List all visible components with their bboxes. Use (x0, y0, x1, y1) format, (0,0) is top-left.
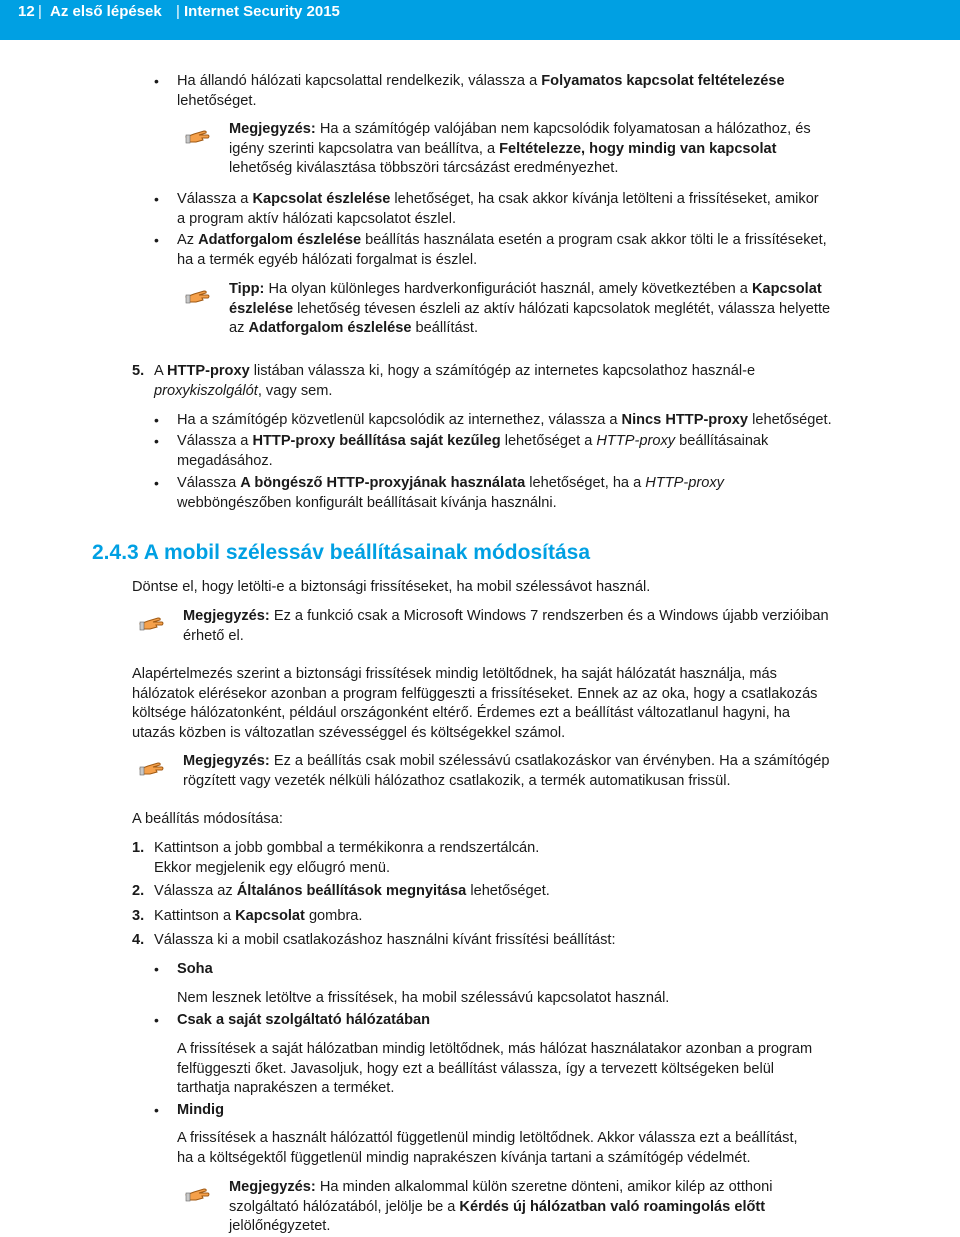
option-never-description: Nem lesznek letöltve a frissítések, ha mobil szélessávú kapcsolatot használ. (177, 990, 670, 1006)
page-header (0, 0, 960, 40)
pointing-hand-icon (184, 1186, 212, 1204)
header-product: Internet Security 2015 (184, 3, 340, 20)
step-number: 2. (132, 883, 145, 899)
step-open-settings: Válassza az Általános beállítások megnyitása lehetőséget. (154, 883, 550, 899)
header-divider-2: | (176, 3, 180, 20)
pointing-hand-icon (138, 760, 166, 778)
header-title: Az első lépések (50, 3, 162, 20)
bullet-dot: • (154, 412, 159, 428)
step-connection-button: Kattintson a Kapcsolat gombra. (154, 908, 363, 924)
bullet-dot: • (154, 1012, 159, 1028)
note-mobile-only: Megjegyzés: Ez a beállítás csak mobil szélessávú csatlakozáskor van érvényben. Ha a számítógép rögzített vagy vezeték nélküli hálózathoz csatlakozik, a termék automatikusan frissül. (183, 753, 830, 789)
step-number: 3. (132, 908, 145, 924)
note-windows-7: Megjegyzés: Ez a funkció csak a Microsoft Windows 7 rendszerben és a Windows újabb verzióiban érhető el. (183, 608, 829, 644)
bullet-dot: • (154, 1102, 159, 1118)
bullet-continuous-connection: Ha állandó hálózati kapcsolattal rendelkezik, válassza a Folyamatos kapcsolat feltételezése lehetőséget. (177, 73, 785, 109)
pointing-hand-icon (184, 128, 212, 146)
bullet-dot: • (154, 961, 159, 977)
step-number: 4. (132, 932, 145, 948)
paragraph-default-behavior: Alapértelmezés szerint a biztonsági frissítések mindig letöltődnek, ha saját hálózatát használja, más hálózatok elérésekor azonban a program felfüggeszti a frissítéseket. Ennek az az oka, hogy a csatlakozás költsége hálózatonként, például országonként eltérő. Érdemes ezt a beállítást változatlanul hagyni, ha utazás közben is változatlan szévességgel és költségekkel számol. (132, 666, 818, 741)
step-number: 1. (132, 840, 145, 856)
header-divider: | (38, 3, 42, 20)
bullet-dot: • (154, 475, 159, 491)
bullet-browser-proxy: Válassza A böngésző HTTP-proxyjának használata lehetőséget, ha a HTTP-proxy webböngészőben konfigurált beállításait kívánja használni. (177, 475, 724, 511)
step-right-click: Kattintson a jobb gombbal a termékikonra a rendszertálcán. Ekkor megjelenik egy előugró menü. (154, 840, 540, 876)
bullet-dot: • (154, 433, 159, 449)
option-always-description: A frissítések a használt hálózattól függetlenül mindig letöltődnek. Akkor válassza ezt a beállítást, ha a költségektől függetlenül mindig naprakészen kívánja tartani a számítógép védelmét. (177, 1130, 798, 1166)
option-always-title: Mindig (177, 1102, 225, 1118)
bullet-dot: • (154, 73, 159, 89)
note-always-connected: Megjegyzés: Ha a számítógép valójában nem kapcsolódik folyamatosan a hálózathoz, és igény szerinti kapcsolatra van beállítva, a Feltételezze, hogy mindig van kapcsolat lehetőség kiválasztása többszöri tárcsázást eredményezhet. (229, 121, 811, 177)
section-heading: 2.4.3 A mobil szélessáv beállításainak módosítása (92, 541, 591, 564)
step-choose-setting: Válassza ki a mobil csatlakozáshoz használni kívánt frissítési beállítást: (154, 932, 616, 948)
pointing-hand-icon (184, 288, 212, 306)
option-home-network-title: Csak a saját szolgáltató hálózatában (177, 1012, 431, 1028)
step-number: 5. (132, 363, 145, 379)
bullet-manual-proxy: Válassza a HTTP-proxy beállítása saját kezűleg lehetőséget a HTTP-proxy beállításainak megadásához. (177, 433, 769, 469)
bullet-dot: • (154, 232, 159, 248)
section-intro: Döntse el, hogy letölti-e a biztonsági frissítéseket, ha mobil szélessávot használ. (132, 579, 651, 595)
setting-intro: A beállítás módosítása: (132, 811, 283, 827)
bullet-connection-detection: Válassza a Kapcsolat észlelése lehetőséget, ha csak akkor kívánja letölteni a frissítéseket, amikor a program aktív hálózati kapcsolatot észlel. (177, 191, 819, 227)
page-number: 12 (18, 3, 35, 20)
option-never-title: Soha (177, 961, 213, 977)
bullet-no-proxy: Ha a számítógép közvetlenül kapcsolódik az internethez, válassza a Nincs HTTP-proxy lehetőséget. (177, 412, 832, 428)
step-http-proxy: A HTTP-proxy listában válassza ki, hogy a számítógép az internetes kapcsolathoz használ-e proxykiszolgálót, vagy sem. (154, 363, 756, 399)
option-home-network-description: A frissítések a saját hálózatban mindig letöltődnek, más hálózat használatakor azonban a program felfüggeszti őket. Javasoljuk, hogy ezt a beállítást válassza, így a tervezett költségeken belül tarthatja naprakészen a terméket. (177, 1041, 813, 1097)
pointing-hand-icon (138, 615, 166, 633)
tip-hardware-configuration: Tipp: Ha olyan különleges hardverkonfigurációt használ, amely következtében a Kapcsolat észlelése lehetőség tévesen észleli az aktív hálózati kapcsolatok meglétét, válassza helyette az Adatforgalom észlelése beállítást. (229, 281, 831, 337)
bullet-traffic-detection: Az Adatforgalom észlelése beállítás használata esetén a program csak akkor tölti le a frissítéseket, ha a termék egyéb hálózati forgalmat is észlel. (177, 232, 827, 268)
note-roaming: Megjegyzés: Ha minden alkalommal külön szeretne dönteni, amikor kilép az otthoni szolgáltató hálózatából, jelölje be a Kérdés új hálózatban való roamingolás előtt jelölőnégyzetet. (229, 1179, 773, 1235)
bullet-dot: • (154, 191, 159, 207)
